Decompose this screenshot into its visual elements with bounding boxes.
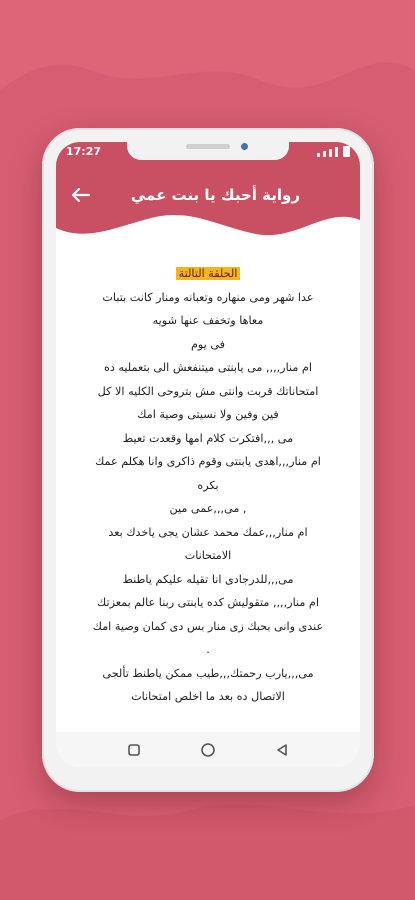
phone-frame — [42, 128, 374, 792]
story-line: الامتحانات — [184, 549, 232, 562]
story-line: الاتصال ده بعد ما اخلص امتحانات — [131, 690, 285, 703]
phone-notch — [127, 142, 289, 160]
signal-bar-icon — [317, 153, 320, 157]
signal-bar-icon — [323, 151, 326, 157]
square-icon — [127, 743, 141, 757]
page-title: رواية أحبك يا بنت عمي — [130, 186, 300, 204]
story-line: بكره — [197, 478, 219, 492]
story-line: ام منار,,,عمك محمد عشان يجى ياخدك بعد — [108, 525, 308, 539]
status-icons — [317, 146, 350, 157]
phone-screen — [56, 142, 360, 767]
arrow-left-icon — [70, 186, 92, 204]
signal-bar-icon — [329, 149, 332, 157]
story-line: , مى,,,عمى مين — [169, 502, 247, 515]
story-line: عدا شهر ومى منهاره وتعبانه ومنار كانت بتبات — [102, 290, 314, 304]
story-line: امتحاناتك قربت وانتى مش بتروحى الكليه الا كل — [97, 384, 319, 398]
story-line: . — [206, 643, 210, 656]
signal-bar-icon — [335, 147, 338, 157]
chapter-heading: الحلقة التالتة — [176, 267, 241, 280]
front-camera-icon — [241, 143, 248, 150]
story-content — [62, 262, 354, 732]
story-line: عندى وانى بحبك زى منار بس دى كمان وصية امك — [92, 619, 324, 633]
status-time: 17:27 — [66, 145, 102, 158]
story-line: معاها وتخفف عنها شويه — [152, 314, 264, 327]
story-line: مى,,,يارب رحمتك,,,طيب ممكن ياطنط تألجى — [102, 666, 314, 680]
story-line: ام منار,,,اهدى يابنتى وقوم ذاكرى وانا هكلم عمك — [95, 455, 321, 468]
story-line: مى ,,,افتكرت كلام امها وقعدت تعيط — [122, 431, 294, 445]
back-button[interactable] — [70, 186, 92, 204]
circle-icon — [200, 742, 216, 758]
speaker-grille — [186, 144, 230, 149]
story-line: ام منار,,,, مى يابنتى ميتنفعش الى بتعمليه ده — [104, 361, 312, 374]
battery-icon — [343, 146, 350, 157]
story-line: ام منار,,,, متقوليش كده يابنتى ربنا عالم بمعزتك — [97, 596, 319, 609]
nav-recents-button[interactable] — [126, 742, 142, 758]
nav-back-button[interactable] — [274, 742, 290, 758]
system-nav-bar — [56, 732, 360, 767]
triangle-back-icon — [275, 743, 289, 757]
chapter-heading-line — [62, 262, 354, 286]
story-line: فى يوم — [190, 337, 226, 351]
story-line: فين وفين ولا نسيتى وصية امك — [137, 408, 279, 421]
story-line: مى,,,للدرجادى انا تقيله عليكم ياطنط — [122, 572, 294, 586]
nav-home-button[interactable] — [200, 742, 216, 758]
